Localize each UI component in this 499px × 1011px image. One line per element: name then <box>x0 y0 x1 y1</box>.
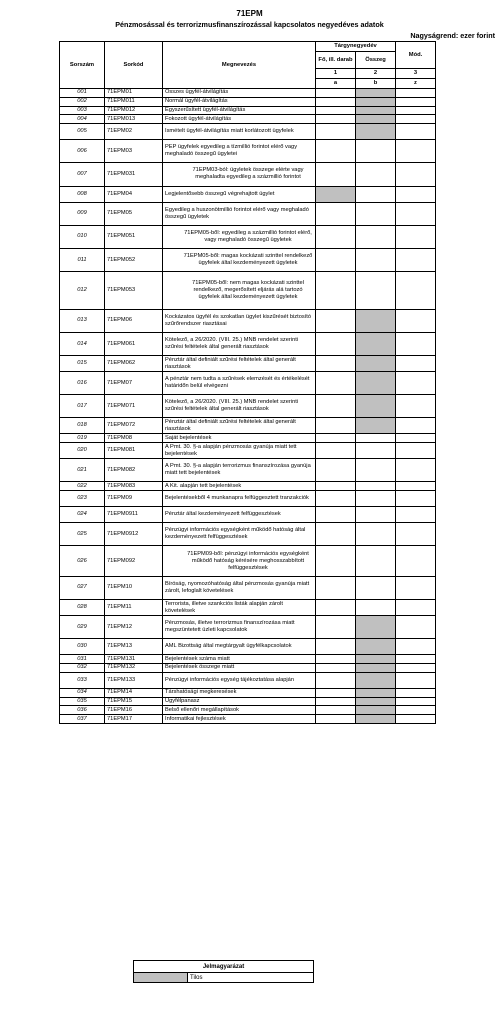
row-number: 034 <box>60 688 105 697</box>
cell-osszeg-disabled <box>356 672 396 688</box>
row-code: 71EPM04 <box>105 186 163 202</box>
row-code: 71EPM012 <box>105 106 163 115</box>
row-name: Pénztár által kezdeményezett felfüggesztések <box>163 507 316 523</box>
form-code: 71EPM <box>236 9 263 18</box>
table-row <box>60 697 496 706</box>
cell-osszeg-input[interactable] <box>356 202 396 225</box>
cell-osszeg-disabled <box>356 332 396 355</box>
row-name: Pénztár által definiált szűrési feltételek által generált riasztások <box>163 356 316 372</box>
cell-fo-input[interactable] <box>316 672 356 688</box>
cell-osszeg-input[interactable] <box>356 272 396 310</box>
row-name: Belső ellenőri megállapítások <box>163 706 316 715</box>
row-name: A Pmt. 30. §-a alapján pénzmosás gyanúja miatt tett bejelentések <box>163 443 316 459</box>
cell-osszeg-disabled <box>356 395 396 418</box>
header-osszeg: Összeg <box>356 52 396 69</box>
cell-fo-input[interactable] <box>316 507 356 523</box>
table-row <box>60 672 496 688</box>
row-name: Társhatósági megkeresések <box>163 688 316 697</box>
row-code: 71EPM10 <box>105 576 163 599</box>
table-row <box>60 491 496 507</box>
row-code: 71EPM011 <box>105 97 163 106</box>
table-row <box>60 202 496 225</box>
cell-osszeg-disabled <box>356 715 396 724</box>
row-number: 025 <box>60 523 105 546</box>
row-name: Bíróság, nyomozóhatóság által pénzmosás gyanúja miatt zárolt, lefoglalt követelések <box>163 576 316 599</box>
cell-mod-input[interactable] <box>396 482 436 491</box>
cell-osszeg-disabled <box>356 124 396 140</box>
row-code: 71EPM031 <box>105 163 163 186</box>
row-code: 71EPM03 <box>105 140 163 163</box>
table-row <box>60 309 496 332</box>
row-code: 71EPM15 <box>105 697 163 706</box>
row-number: 036 <box>60 706 105 715</box>
cell-fo-input[interactable] <box>316 639 356 655</box>
row-number: 022 <box>60 482 105 491</box>
cell-osszeg-input[interactable] <box>356 600 396 616</box>
cell-mod-input[interactable] <box>396 443 436 459</box>
table-row <box>60 89 496 98</box>
cell-mod-input[interactable] <box>396 106 436 115</box>
cell-osszeg-disabled <box>356 688 396 697</box>
row-number: 032 <box>60 664 105 673</box>
row-code: 71EPM051 <box>105 225 163 248</box>
cell-fo-input[interactable] <box>316 309 356 332</box>
cell-osszeg-input[interactable] <box>356 225 396 248</box>
cell-mod-input[interactable] <box>396 395 436 418</box>
row-number: 015 <box>60 356 105 372</box>
cell-osszeg-disabled <box>356 356 396 372</box>
row-number: 026 <box>60 546 105 576</box>
cell-mod-input[interactable] <box>396 688 436 697</box>
cell-fo-input[interactable] <box>316 688 356 697</box>
legend-swatch <box>134 973 188 983</box>
cell-mod-input[interactable] <box>396 459 436 482</box>
cell-fo-input[interactable] <box>316 697 356 706</box>
cell-osszeg-disabled <box>356 309 396 332</box>
cell-mod-input[interactable] <box>396 97 436 106</box>
cell-mod-input[interactable] <box>396 248 436 271</box>
cell-mod-input[interactable] <box>396 616 436 639</box>
table-row <box>60 248 496 271</box>
cell-mod-input[interactable] <box>396 186 436 202</box>
cell-mod-input[interactable] <box>396 664 436 673</box>
row-number: 035 <box>60 697 105 706</box>
row-code: 71EPM09 <box>105 491 163 507</box>
row-number: 002 <box>60 97 105 106</box>
row-number: 008 <box>60 186 105 202</box>
row-code: 71EPM08 <box>105 434 163 443</box>
table-row <box>60 356 496 372</box>
cell-mod-input[interactable] <box>396 639 436 655</box>
cell-fo-input[interactable] <box>316 115 356 124</box>
row-code: 71EPM013 <box>105 115 163 124</box>
table-row <box>60 163 496 186</box>
table-row <box>60 507 496 523</box>
cell-osszeg-input[interactable] <box>356 434 396 443</box>
cell-fo-disabled <box>316 186 356 202</box>
table-row <box>60 459 496 482</box>
table-row <box>60 600 496 616</box>
table-row <box>60 140 496 163</box>
data-table <box>59 41 496 724</box>
table-row <box>60 715 496 724</box>
table-row <box>60 706 496 715</box>
cell-fo-input[interactable] <box>316 664 356 673</box>
cell-osszeg-disabled <box>356 106 396 115</box>
row-number: 027 <box>60 576 105 599</box>
cell-mod-input[interactable] <box>396 202 436 225</box>
cell-fo-input[interactable] <box>316 546 356 576</box>
table-row <box>60 106 496 115</box>
cell-osszeg-disabled <box>356 697 396 706</box>
row-code: 71EPM01 <box>105 89 163 98</box>
row-name: Egyedileg a huszonötmillió forintot elérő vagy meghaladó összegű ügyletek <box>163 202 316 225</box>
row-code: 71EPM131 <box>105 655 163 664</box>
cell-mod-input[interactable] <box>396 706 436 715</box>
cell-fo-input[interactable] <box>316 395 356 418</box>
row-name: Saját bejelentések <box>163 434 316 443</box>
cell-fo-input[interactable] <box>316 248 356 271</box>
row-number: 014 <box>60 332 105 355</box>
cell-osszeg-disabled <box>356 655 396 664</box>
row-name: Legjelentősebb összegű végrehajtott ügylet <box>163 186 316 202</box>
cell-osszeg-disabled <box>356 89 396 98</box>
cell-fo-input[interactable] <box>316 459 356 482</box>
cell-osszeg-input[interactable] <box>356 491 396 507</box>
row-name: Kockázatos ügyfél és szokatlan ügylet kiszűrését biztosító szűrőrendszer riasztásai <box>163 309 316 332</box>
row-code: 71EPM11 <box>105 600 163 616</box>
row-name: 71EPM03-ból: ügyletek összege elérte vagy meghaladta egyedileg a százmillió forintot <box>163 163 316 186</box>
cell-osszeg-input[interactable] <box>356 443 396 459</box>
cell-mod-input[interactable] <box>396 89 436 98</box>
row-name: Ügyfélpanasz <box>163 697 316 706</box>
table-row <box>60 186 496 202</box>
row-code: 71EPM16 <box>105 706 163 715</box>
table-row <box>60 576 496 599</box>
cell-osszeg-disabled <box>356 97 396 106</box>
cell-fo-input[interactable] <box>316 434 356 443</box>
row-number: 020 <box>60 443 105 459</box>
cell-osszeg-input[interactable] <box>356 140 396 163</box>
row-name: Kötelező, a 26/2020. (VIII. 25.) MNB rendelet szerinti szűrési feltételek által generált riasztások <box>163 395 316 418</box>
cell-osszeg-input[interactable] <box>356 576 396 599</box>
table-row <box>60 332 496 355</box>
row-number: 017 <box>60 395 105 418</box>
row-name: Bejelentések összege miatt <box>163 664 316 673</box>
row-number: 001 <box>60 89 105 98</box>
cell-fo-input[interactable] <box>316 106 356 115</box>
table-row <box>60 443 496 459</box>
cell-fo-input[interactable] <box>316 163 356 186</box>
cell-mod-input[interactable] <box>396 124 436 140</box>
row-number: 023 <box>60 491 105 507</box>
cell-fo-input[interactable] <box>316 372 356 395</box>
cell-osszeg-disabled <box>356 115 396 124</box>
row-number: 031 <box>60 655 105 664</box>
header-targynegyedev: Tárgynegyedév <box>316 42 396 52</box>
table-row <box>60 115 496 124</box>
row-name: A Kit. alapján tett bejelentések <box>163 482 316 491</box>
row-number: 006 <box>60 140 105 163</box>
cell-mod-input[interactable] <box>396 372 436 395</box>
cell-mod-input[interactable] <box>396 546 436 576</box>
cell-osszeg-input[interactable] <box>356 507 396 523</box>
cell-fo-input[interactable] <box>316 715 356 724</box>
row-name: 71EPM09-ből: pénzügyi információs egységként működő hatóság kérésére meghosszabbított felfüggesztések <box>163 546 316 576</box>
row-name: Pénzmosás, illetve terrorizmus finanszírozása miatt megszüntetett üzleti kapcsolatok <box>163 616 316 639</box>
row-code: 71EPM081 <box>105 443 163 459</box>
cell-osszeg-disabled <box>356 706 396 715</box>
cell-fo-input[interactable] <box>316 706 356 715</box>
row-name: Kötelező, a 26/2020. (VIII. 25.) MNB rendelet szerinti szűrési feltételek által generált riasztások <box>163 332 316 355</box>
cell-fo-input[interactable] <box>316 272 356 310</box>
row-name: Ismételt ügyfél-átvilágítás miatt korlátozott ügyfelek <box>163 124 316 140</box>
row-code: 71EPM17 <box>105 715 163 724</box>
cell-osszeg-input[interactable] <box>356 482 396 491</box>
row-name: Pénzügyi információs egységként működő hatóság által kezdeményezett felfüggesztések <box>163 523 316 546</box>
header-megnevezes: Megnevezés <box>163 42 316 89</box>
row-number: 013 <box>60 309 105 332</box>
table-row <box>60 97 496 106</box>
row-name: PEP ügyfelek egyedileg a tízmillió forintot elérő vagy meghaladó összegű ügyletei <box>163 140 316 163</box>
row-code: 71EPM13 <box>105 639 163 655</box>
row-number: 007 <box>60 163 105 186</box>
cell-fo-input[interactable] <box>316 97 356 106</box>
cell-fo-input[interactable] <box>316 655 356 664</box>
table-row <box>60 372 496 395</box>
table-row <box>60 434 496 443</box>
cell-fo-input[interactable] <box>316 356 356 372</box>
cell-mod-input[interactable] <box>396 332 436 355</box>
header-sorszam: Sorszám <box>60 42 105 89</box>
row-name: Bejelentésekből 4 munkanapra felfüggesztett tranzakciók <box>163 491 316 507</box>
header-num-1: 1 <box>316 69 356 79</box>
row-code: 71EPM12 <box>105 616 163 639</box>
cell-osszeg-disabled <box>356 418 396 434</box>
cell-osszeg-input[interactable] <box>356 546 396 576</box>
cell-fo-input[interactable] <box>316 482 356 491</box>
table-row <box>60 688 496 697</box>
row-code: 71EPM07 <box>105 372 163 395</box>
row-code: 71EPM02 <box>105 124 163 140</box>
row-number: 019 <box>60 434 105 443</box>
cell-fo-input[interactable] <box>316 600 356 616</box>
row-name: Informatikai fejlesztések <box>163 715 316 724</box>
cell-osszeg-disabled <box>356 372 396 395</box>
legend-label: Tilos <box>188 973 314 983</box>
row-name: Terrorista, illetve szankciós listák alapján zárolt követelések <box>163 600 316 616</box>
row-code: 71EPM0911 <box>105 507 163 523</box>
row-name: Fokozott ügyfél-átvilágítás <box>163 115 316 124</box>
row-name: Összes ügyfél-átvilágítás <box>163 89 316 98</box>
row-code: 71EPM0912 <box>105 523 163 546</box>
header-num-3: 3 <box>396 69 436 79</box>
cell-fo-input[interactable] <box>316 225 356 248</box>
row-number: 003 <box>60 106 105 115</box>
row-number: 021 <box>60 459 105 482</box>
row-number: 004 <box>60 115 105 124</box>
row-code: 71EPM082 <box>105 459 163 482</box>
row-number: 030 <box>60 639 105 655</box>
row-name: Pénzügyi információs egység tájékoztatása alapján <box>163 672 316 688</box>
cell-mod-input[interactable] <box>396 140 436 163</box>
cell-fo-input[interactable] <box>316 202 356 225</box>
cell-fo-input[interactable] <box>316 124 356 140</box>
cell-mod-input[interactable] <box>396 600 436 616</box>
cell-fo-input[interactable] <box>316 576 356 599</box>
cell-mod-input[interactable] <box>396 491 436 507</box>
cell-mod-input[interactable] <box>396 655 436 664</box>
row-number: 009 <box>60 202 105 225</box>
header-sorkod: Sorkód <box>105 42 163 89</box>
cell-mod-input[interactable] <box>396 309 436 332</box>
row-code: 71EPM14 <box>105 688 163 697</box>
cell-fo-input[interactable] <box>316 443 356 459</box>
table-row <box>60 616 496 639</box>
row-code: 71EPM071 <box>105 395 163 418</box>
row-number: 005 <box>60 124 105 140</box>
row-code: 71EPM083 <box>105 482 163 491</box>
table-row <box>60 395 496 418</box>
unit-label: Nagyságrend: ezer forint <box>410 31 495 40</box>
row-code: 71EPM092 <box>105 546 163 576</box>
row-number: 010 <box>60 225 105 248</box>
row-name: A pénztár nem tudta a szűrések elemzését és értékelését határidőn belül elvégezni <box>163 372 316 395</box>
cell-osszeg-input[interactable] <box>356 186 396 202</box>
table-row <box>60 664 496 673</box>
cell-fo-input[interactable] <box>316 523 356 546</box>
header-num-2: 2 <box>356 69 396 79</box>
table-row <box>60 272 496 310</box>
row-code: 71EPM05 <box>105 202 163 225</box>
row-name: Pénztár által definiált szűrési feltételek által generált riasztások <box>163 418 316 434</box>
row-number: 011 <box>60 248 105 271</box>
row-code: 71EPM133 <box>105 672 163 688</box>
cell-osszeg-disabled <box>356 664 396 673</box>
cell-mod-input[interactable] <box>396 523 436 546</box>
cell-mod-input[interactable] <box>396 576 436 599</box>
row-name: Bejelentések száma miatt <box>163 655 316 664</box>
header-letter-a: a <box>316 79 356 89</box>
row-number: 012 <box>60 272 105 310</box>
row-name: 71EPM05-ből: egyedileg a százmillió forintot elérő, vagy meghaladó összegű ügyletek <box>163 225 316 248</box>
cell-mod-input[interactable] <box>396 697 436 706</box>
table-row <box>60 639 496 655</box>
table-row <box>60 482 496 491</box>
row-name: AML Bizottság által megtárgyalt ügyfélkapcsolatok <box>163 639 316 655</box>
cell-mod-input[interactable] <box>396 715 436 724</box>
row-code: 71EPM061 <box>105 332 163 355</box>
row-number: 016 <box>60 372 105 395</box>
row-code: 71EPM062 <box>105 356 163 372</box>
cell-mod-input[interactable] <box>396 418 436 434</box>
cell-fo-input[interactable] <box>316 140 356 163</box>
cell-osszeg-input[interactable] <box>356 248 396 271</box>
row-code: 71EPM052 <box>105 248 163 271</box>
row-number: 033 <box>60 672 105 688</box>
header-fo: Fő, ill. darab <box>316 52 356 69</box>
cell-mod-input[interactable] <box>396 272 436 310</box>
row-number: 028 <box>60 600 105 616</box>
cell-osszeg-disabled <box>356 616 396 639</box>
row-code: 71EPM06 <box>105 309 163 332</box>
row-number: 029 <box>60 616 105 639</box>
table-row <box>60 523 496 546</box>
legend-title: Jelmagyarázat <box>134 961 314 973</box>
cell-fo-input[interactable] <box>316 418 356 434</box>
cell-osszeg-input[interactable] <box>356 163 396 186</box>
header-mod: Mód. <box>396 42 436 69</box>
table-row <box>60 418 496 434</box>
cell-fo-input[interactable] <box>316 332 356 355</box>
cell-fo-input[interactable] <box>316 491 356 507</box>
cell-mod-input[interactable] <box>396 356 436 372</box>
cell-mod-input[interactable] <box>396 434 436 443</box>
cell-osszeg-input[interactable] <box>356 523 396 546</box>
cell-osszeg-disabled <box>356 639 396 655</box>
row-name: 71EPM05-ből: nem magas kockázati szinttel rendelkező, megerősített eljárás alá tartozó ügyfelek által kezdeményezett ügyletek <box>163 272 316 310</box>
table-row <box>60 124 496 140</box>
header-letter-z: z <box>396 79 436 89</box>
table-row <box>60 225 496 248</box>
form-title: Pénzmosással és terrorizmusfinanszírozással kapcsolatos negyedéves adatok <box>115 20 384 29</box>
cell-mod-input[interactable] <box>396 163 436 186</box>
row-name: Normál ügyfél-átvilágítás <box>163 97 316 106</box>
cell-mod-input[interactable] <box>396 225 436 248</box>
row-name: 71EPM05-ből: magas kockázati szinttel rendelkező ügyfelek által kezdeményezett ügyletek <box>163 248 316 271</box>
row-code: 71EPM132 <box>105 664 163 673</box>
header-letter-b: b <box>356 79 396 89</box>
table-body <box>60 89 496 724</box>
row-name: Egyszerűsített ügyfél-átvilágítás <box>163 106 316 115</box>
row-code: 71EPM072 <box>105 418 163 434</box>
cell-mod-input[interactable] <box>396 672 436 688</box>
cell-mod-input[interactable] <box>396 115 436 124</box>
row-number: 018 <box>60 418 105 434</box>
cell-mod-input[interactable] <box>396 507 436 523</box>
row-number: 037 <box>60 715 105 724</box>
table-row <box>60 655 496 664</box>
row-name: A Pmt. 30. §-a alapján terrorizmus finanszírozása gyanúja miatt tett bejelentések <box>163 459 316 482</box>
cell-fo-input[interactable] <box>316 89 356 98</box>
row-number: 024 <box>60 507 105 523</box>
row-code: 71EPM053 <box>105 272 163 310</box>
cell-fo-input[interactable] <box>316 616 356 639</box>
table-row <box>60 546 496 576</box>
cell-osszeg-input[interactable] <box>356 459 396 482</box>
legend <box>133 960 314 983</box>
